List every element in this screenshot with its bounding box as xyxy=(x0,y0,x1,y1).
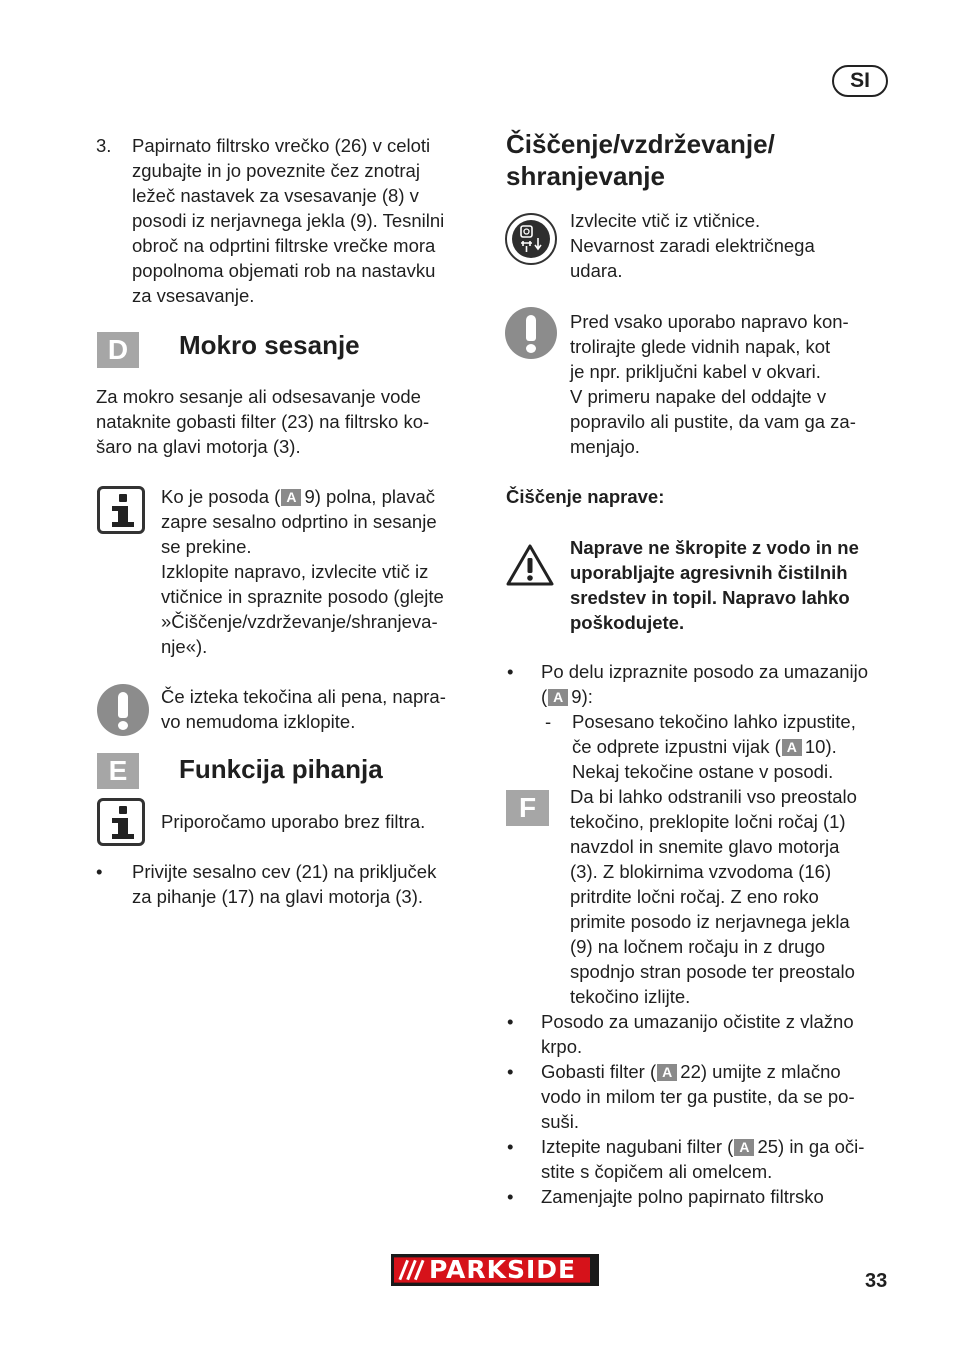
dash: - xyxy=(545,711,552,732)
remaining-liquid-text: Da bi lahko odstranili vso preostalo tekočino, preklopite ločni ročaj (1) navzdol in snemite glavo motorja (3). Z blokirnima vzvodoma (16) pritrdite ločni ročaj. Z eno roko primite posodo iz nerjavnega jekla (9) na ločnem ročaju in z drugo spodnjo stran posode ter preostalo tekočino izlijte. xyxy=(570,786,857,1007)
replace-filter-text: Zamenjajte polno papirnato filtrsko xyxy=(541,1186,824,1207)
bullet: • xyxy=(507,1186,514,1207)
drain-screw-text: Posesano tekočino lahko izpustite, če odprete izpustni vijak ( A 10). Nekaj tekočine ostane v posodi. xyxy=(572,711,856,782)
warning-triangle-icon xyxy=(505,543,555,587)
section-d-title: Mokro sesanje xyxy=(179,330,360,360)
page-number: 33 xyxy=(865,1270,888,1292)
bullet: • xyxy=(96,861,103,882)
bullet: • xyxy=(507,1136,514,1157)
exclamation-icon xyxy=(505,307,557,359)
cleaning-subheading: Čiščenje naprave: xyxy=(506,486,665,507)
wipe-container-text: Posodo za umazanijo očistite z vlažno krpo. xyxy=(541,1011,854,1057)
figure-a-badge: A xyxy=(548,689,568,706)
sponge-filter-text: Gobasti filter ( A 22) umijte z mlačno vodo in milom ter ga pustite, da se po- suši. xyxy=(541,1061,855,1132)
bullet: • xyxy=(507,661,514,682)
step-number: 3. xyxy=(96,135,112,156)
figure-a-badge: A xyxy=(657,1064,677,1081)
info-icon xyxy=(97,486,145,534)
caution-text: Naprave ne škropite z vodo in ne uporabljajte agresivnih čistilnih sredstev in topil. Napravo lahko poškodujete. xyxy=(570,537,859,633)
exclamation-icon xyxy=(97,684,149,736)
bullet: • xyxy=(507,1061,514,1082)
info-icon xyxy=(97,798,145,846)
section-e-title: Funkcija pihanja xyxy=(179,754,383,784)
warning-foam-text: Če izteka tekočina ali pena, napra- vo nemudoma izklopite. xyxy=(161,686,446,732)
info-no-filter-text: Priporočamo uporabo brez filtra. xyxy=(161,811,426,832)
bullet: • xyxy=(507,1011,514,1032)
section-e-badge: E xyxy=(97,753,139,789)
unplug-icon xyxy=(505,213,557,265)
inspection-text: Pred vsako uporabo napravo kon- trolirajte glede vidnih napak, kot je npr. priključni kabel v okvari. V primeru napake del oddajte v popravilo ali pustite, da vam ga za- menjajo. xyxy=(570,311,856,457)
section-d-badge: D xyxy=(97,332,139,368)
blow-function-text: Privijte sesalno cev (21) na priključek za pihanje (17) na glavi motorja (3). xyxy=(132,861,437,907)
info-note-float: Ko je posoda ( A 9) polna, plavač zapre sesalno odprtino in sesanje se prekine. Izklopite napravo, izvlecite vtič iz vtičnice in spraznite posodo (glejte »Čiščenje/vzdrževanje/shranjeva- nje«). xyxy=(161,486,444,657)
parkside-logo: PARKSIDE xyxy=(391,1254,599,1286)
figure-a-badge: A xyxy=(734,1139,754,1156)
pleated-filter-text: Iztepite nagubani filter ( A 25) in ga oči- stite s čopičem ali omelcem. xyxy=(541,1136,865,1182)
step-3-text: Papirnato filtrsko vrečko (26) v celoti zgubajte in jo poveznite čez znotraj ležeč nastavek za vsesavanje (8) v posodi iz nerjavnega jekla (9). Tesnilni obroč na odprtini filtrske vrečke mora popolnoma objemati rob na nastavku za vsesavanje. xyxy=(132,135,445,306)
empty-container-text: Po delu izpraznite posodo za umazanijo ( A 9): xyxy=(541,661,869,707)
wet-vacuum-text: Za mokro sesanje ali odsesavanje vode nataknite gobasti filter (23) na filtrsko ko- šaro na glavi motorja (3). xyxy=(96,386,430,457)
figure-a-badge: A xyxy=(782,739,802,756)
unplug-text: Izvlecite vtič iz vtičnice. Nevarnost zaradi električnega udara. xyxy=(570,210,815,281)
language-badge: SI xyxy=(832,65,888,97)
figure-a-badge: A xyxy=(281,489,301,506)
cleaning-title: Čiščenje/vzdrževanje/ shranjevanje xyxy=(506,129,775,191)
section-f-badge: F xyxy=(506,790,549,826)
